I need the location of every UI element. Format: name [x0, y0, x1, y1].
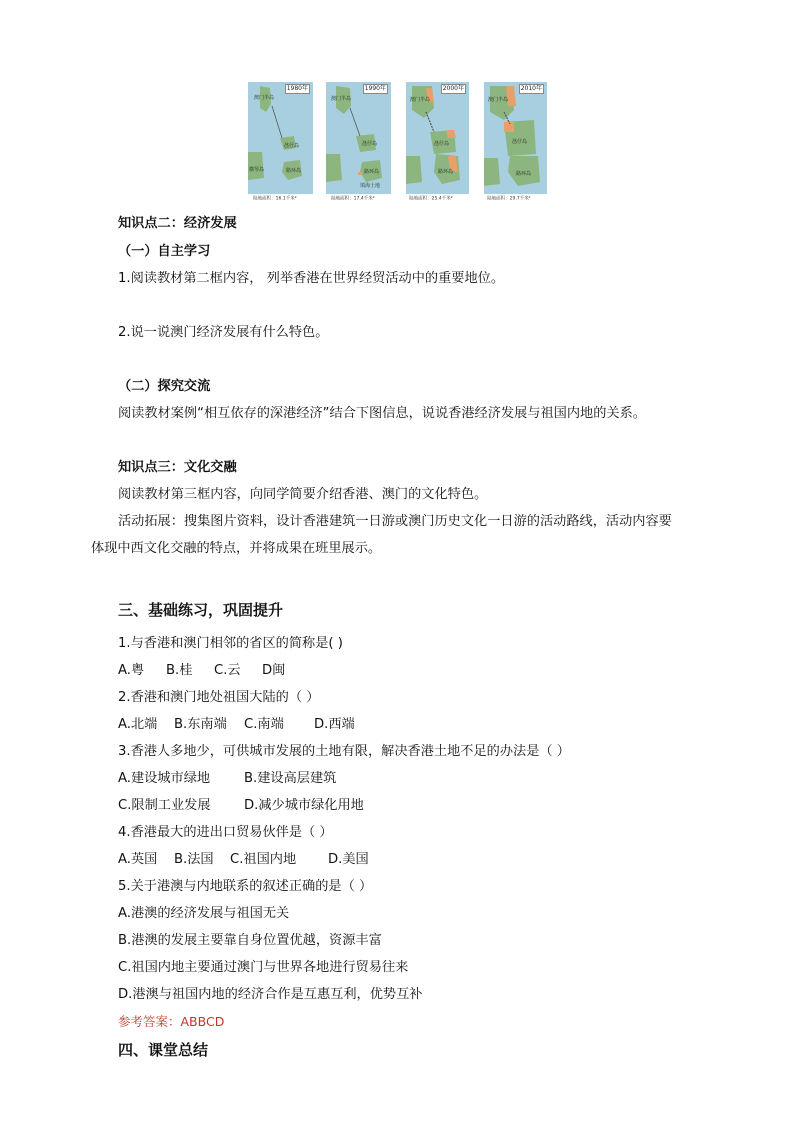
option: D.西端: [314, 717, 355, 732]
question-4-stem: 4.香港最大的进出口贸易伙伴是（ ）: [118, 825, 333, 840]
question-5-option-c: C.祖国内地主要通过澳门与世界各地进行贸易往来: [118, 960, 409, 975]
legend-reclaimed: 填海土地: [360, 183, 381, 189]
map-2010-graphic: [474, 82, 547, 206]
question-5-stem: 5.关于港澳与内地联系的叙述正确的是（ ）: [118, 879, 373, 894]
place-label-macau: 澳门半岛: [331, 96, 352, 102]
culture-paragraph-1: 阅读教材第三框内容，向同学简要介绍香港、澳门的文化特色。: [118, 487, 488, 502]
option: B.桂: [166, 663, 193, 678]
option: B.东南端: [174, 717, 227, 732]
question-5-option-a: A.港澳的经济发展与祖国无关: [118, 906, 290, 921]
inquiry-text: 阅读教材案例“相互依存的深港经济”结合下图信息，说说香港经济发展与祖国内地的关系。: [118, 406, 646, 421]
option: A.建设城市绿地: [118, 771, 211, 786]
option: D闽: [262, 663, 286, 678]
map-year-label: 2000年: [442, 85, 464, 92]
option: A.粤: [118, 663, 145, 678]
map-year-label: 2010年: [520, 85, 542, 92]
map-panel-2010: [474, 82, 547, 206]
question-1-options: [118, 661, 285, 681]
map-area-caption: 陆地面积：17.4千米²: [331, 195, 375, 202]
place-label-macau: 澳门半岛: [488, 97, 509, 103]
option: D.减少城市绿化用地: [244, 798, 364, 813]
place-label-macau: 澳门半岛: [254, 95, 275, 101]
map-1990-graphic: [318, 82, 391, 206]
activity-paragraph-line2: 体现中西文化交融的特点，并将成果在班里展示。: [91, 541, 382, 556]
question-4-options: [118, 850, 369, 870]
map-2000-graphic: [396, 82, 469, 206]
option: B.法国: [174, 852, 214, 867]
subheading-self-study: （一）自主学习: [118, 244, 211, 259]
place-label-coloane: 路环岛: [364, 169, 380, 175]
macau-reclamation-maps: [240, 82, 550, 206]
place-label-hengqin: 横琴岛: [249, 167, 265, 173]
map-area-caption: 陆地面积：29.7千米²: [487, 195, 531, 202]
place-label-taipa: 氹仔岛: [434, 141, 450, 147]
option: B.建设高层建筑: [244, 771, 337, 786]
answer-key: 参考答案：ABBCD: [118, 1014, 225, 1029]
summary-heading: 四、课堂总结: [118, 1041, 209, 1059]
place-label-taipa: 氹仔岛: [512, 139, 528, 145]
option: D.美国: [328, 852, 369, 867]
question-5-option-d: D.港澳与祖国内地的经济合作是互惠互利，优势互补: [118, 987, 423, 1002]
subheading-inquiry: （二）探究交流: [118, 379, 211, 394]
option: C.南端: [244, 717, 284, 732]
map-panel-1980: [240, 82, 313, 206]
option: C.限制工业发展: [118, 798, 211, 813]
option: C.祖国内地: [230, 852, 297, 867]
option: C.云: [214, 663, 241, 678]
activity-paragraph-line1: 活动拓展：搜集图片资料，设计香港建筑一日游或澳门历史文化一日游的活动路线，活动内容要: [118, 514, 672, 529]
question-1-stem: 1.与香港和澳门相邻的省区的简称是( ): [118, 636, 343, 651]
option: A.英国: [118, 852, 158, 867]
map-1980-graphic: [240, 82, 313, 206]
place-label-coloane: 路环岛: [286, 168, 302, 174]
question-3-options-row1: [118, 769, 336, 789]
question-3-stem: 3.香港人多地少，可供城市发展的土地有限，解决香港土地不足的办法是（ ）: [118, 744, 570, 759]
map-panel-2000: [396, 82, 469, 206]
practice-heading: 三、基础练习，巩固提升: [118, 601, 284, 619]
question-2-stem: 2.香港和澳门地处祖国大陆的（ ）: [118, 690, 320, 705]
map-area-caption: 陆地面积：16.1千米²: [253, 195, 297, 202]
map-year-label: 1980年: [286, 85, 308, 92]
option: A.北端: [118, 717, 158, 732]
question-5-option-b: B.港澳的发展主要靠自身位置优越，资源丰富: [118, 933, 382, 948]
place-label-coloane: 路环岛: [438, 169, 454, 175]
section-heading-culture: 知识点三：文化交融: [118, 460, 237, 475]
question-hk-status: 1.阅读教材第二框内容， 列举香港在世界经贸活动中的重要地位。: [118, 271, 505, 286]
map-year-label: 1990年: [364, 85, 386, 92]
question-3-options-row2: [118, 796, 364, 816]
question-2-options: [118, 715, 355, 735]
place-label-coloane: 路环岛: [516, 171, 532, 177]
place-label-taipa: 氹仔岛: [284, 143, 300, 149]
map-panel-1990: [318, 82, 391, 206]
question-macau-economy: 2.说一说澳门经济发展有什么特色。: [118, 325, 329, 340]
map-area-caption: 陆地面积：25.4千米²: [409, 195, 453, 202]
section-heading-economy: 知识点二：经济发展: [118, 216, 237, 231]
place-label-taipa: 氹仔岛: [362, 141, 378, 147]
place-label-macau: 澳门半岛: [410, 97, 431, 103]
